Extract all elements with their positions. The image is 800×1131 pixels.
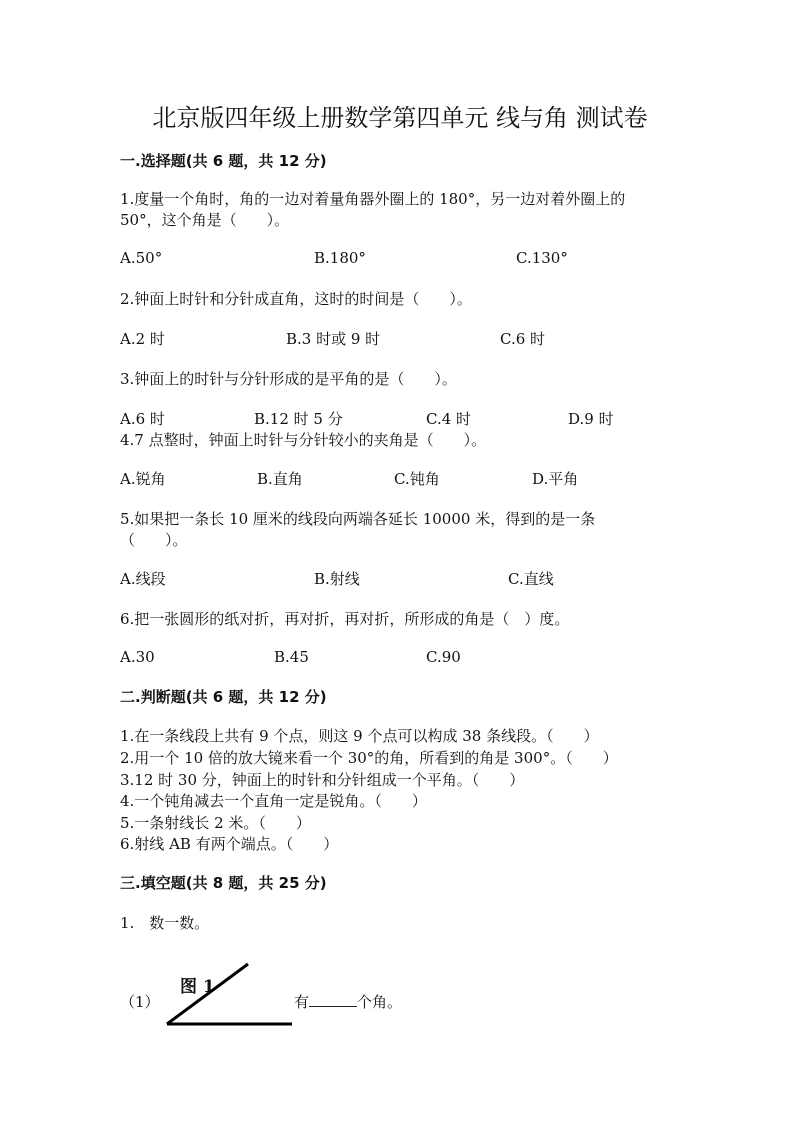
question-stem: 1.度量一个角时，角的一边对着量角器外圈上的 180°，另一边对着外圈上的 [120,190,626,208]
angle-ray-slanted [167,964,248,1024]
question-stem: 4.7 点整时，钟面上时针与分针较小的夹角是（ ）。 [120,431,487,449]
question-stem: 1. 数一数。 [120,914,210,932]
option-a[interactable]: A.30 [120,648,155,666]
judgement-item: 2.用一个 10 倍的放大镜来看一个 30°的角，所看到的角是 300°。（ ） [120,749,618,767]
section-heading-judgement: 二.判断题(共 6 题，共 12 分) [120,688,327,706]
option-d[interactable]: D.9 时 [568,410,614,428]
section-heading-fill: 三.填空题(共 8 题，共 25 分) [120,874,327,892]
option-b[interactable]: B.射线 [314,570,360,588]
question-stem: 3.钟面上的时针与分针形成的是平角的是（ ）。 [120,370,457,388]
page-title: 北京版四年级上册数学第四单元 线与角 测试卷 [152,104,648,132]
fill-in-answer [294,991,402,1012]
option-b[interactable]: B.180° [314,249,366,267]
sub-question-label: （1） [120,993,160,1011]
option-c[interactable]: C.钝角 [394,470,440,488]
option-b[interactable]: B.3 时或 9 时 [286,330,381,348]
question-stem: 6.把一张圆形的纸对折，再对折，再对折，所形成的角是（ ）度。 [120,610,570,628]
option-c[interactable]: C.4 时 [426,410,472,428]
option-c[interactable]: C.90 [426,648,461,666]
judgement-item: 5.一条射线长 2 米。（ ） [120,814,311,832]
question-stem: 2.钟面上时针和分针成直角，这时的时间是（ ）。 [120,290,472,308]
option-d[interactable]: D.平角 [532,470,579,488]
question-stem-continued: 50°，这个角是（ ）。 [120,211,290,229]
section-heading-choice: 一.选择题(共 6 题，共 12 分) [120,152,327,170]
judgement-item: 1.在一条线段上共有 9 个点，则这 9 个点可以构成 38 条线段。（ ） [120,727,599,745]
question-stem-continued: （ ）。 [120,531,188,549]
fill-prefix: 有 [294,993,310,1011]
question-stem: 5.如果把一条长 10 厘米的线段向两端各延长 10000 米，得到的是一条 [120,510,596,528]
option-a[interactable]: A.线段 [120,570,166,588]
option-a[interactable]: A.6 时 [120,410,165,428]
judgement-item: 6.射线 AB 有两个端点。（ ） [120,835,339,853]
judgement-item: 3.12 时 30 分，钟面上的时针和分针组成一个平角。（ ） [120,771,525,789]
option-c[interactable]: C.6 时 [500,330,546,348]
option-c[interactable]: C.直线 [508,570,554,588]
option-b[interactable]: B.12 时 5 分 [254,410,343,428]
option-a[interactable]: A.2 时 [120,330,165,348]
answer-blank[interactable] [309,992,357,1007]
judgement-item: 4.一个钝角减去一个直角一定是锐角。（ ） [120,792,427,810]
option-a[interactable]: A.锐角 [120,470,166,488]
fill-suffix: 个角。 [357,993,403,1011]
figure-label: 图 1 [180,977,215,997]
option-b[interactable]: B.45 [274,648,309,666]
option-c[interactable]: C.130° [516,249,568,267]
option-b[interactable]: B.直角 [257,470,303,488]
option-a[interactable]: A.50° [120,249,163,267]
angle-figure [160,958,300,1030]
